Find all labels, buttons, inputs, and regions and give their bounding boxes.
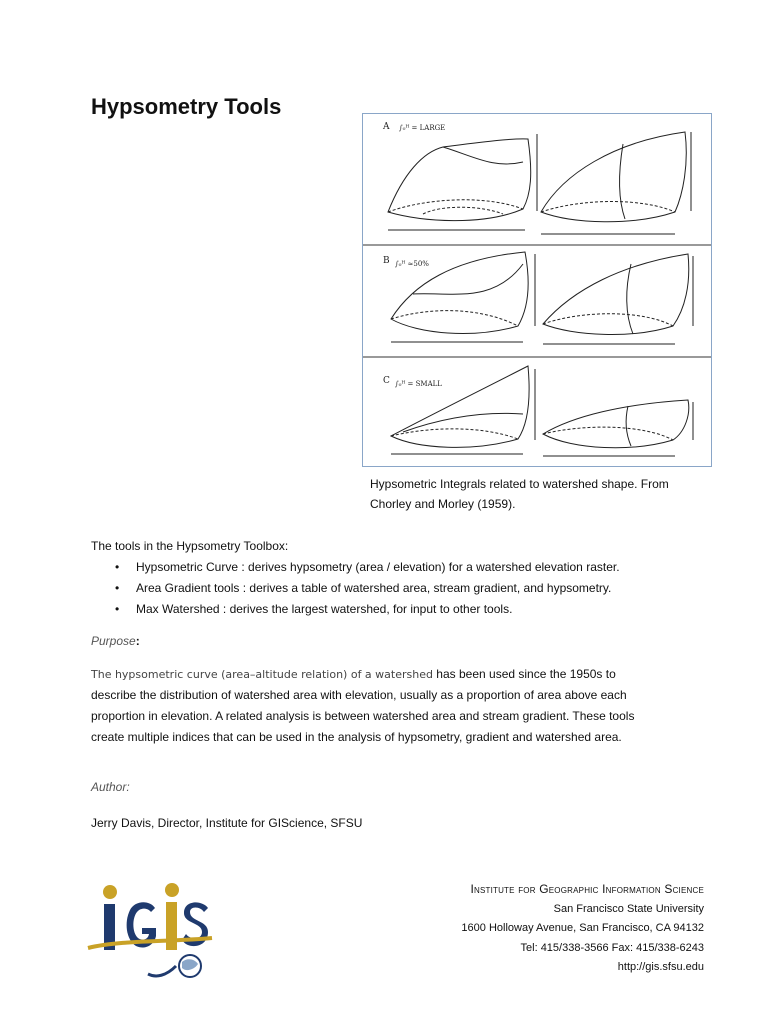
university-name: San Francisco State University [553, 902, 704, 915]
purpose-heading [91, 634, 140, 648]
purpose-paragraph [91, 664, 661, 748]
tool-description: Area Gradient tools : derives a table of watershed area, stream gradient, and hypsometry. [136, 581, 612, 595]
institute-address-block [461, 880, 704, 978]
tools-intro: The tools in the Hypsometry Toolbox: [91, 539, 289, 553]
institute-name: Institute for Geographic Information Science [470, 882, 704, 896]
institute-address: 1600 Holloway Avenue, San Francisco, CA 94132 [461, 922, 704, 934]
list-item [91, 578, 620, 599]
panel-c-label: C [383, 376, 390, 386]
panel-c [383, 366, 693, 456]
tool-description: Max Watershed : derives the largest watershed, for input to other tools. [136, 602, 513, 616]
tool-description: Hypsometric Curve : derives hypsometry (area / elevation) for a watershed elevation raster. [136, 560, 620, 574]
purpose-lead: The hypsometric curve (area–altitude relation) of a watershed [91, 668, 433, 681]
watershed-shape-diagram [363, 114, 711, 466]
panel-a-integral: ∫₀ᴴ = LARGE [399, 124, 446, 132]
institute-phone: Tel: 415/338-3566 Fax: 415/338-6243 [520, 941, 704, 954]
list-item [91, 557, 620, 578]
igis-logo-mark [80, 878, 220, 983]
panel-b [383, 252, 693, 344]
figure-caption: Hypsometric Integrals related to watershed shape. From Chorley and Morley (1959). [370, 477, 669, 511]
hypsometric-figure [362, 113, 712, 467]
panel-b-integral: ∫₀ᴴ ≈50% [395, 260, 429, 268]
panel-a [382, 122, 691, 234]
bullet-icon: • [115, 581, 120, 595]
purpose-heading-text: Purpose [91, 634, 136, 648]
author-heading: Author: [91, 780, 130, 794]
author-name: Jerry Davis, Director, Institute for GIScience, SFSU [91, 816, 363, 830]
bullet-icon: • [115, 560, 120, 574]
list-item [91, 599, 620, 620]
panel-b-label: B [383, 256, 390, 266]
igis-logo [80, 878, 220, 988]
purpose-body: has been used since the 1950s to describe the distribution of watershed area with elevation, usually as a proportion of area above each proportion in elevation. A related analysis is between watershed area and stream gradient. These tools create multiple indices that can be used in the analysis of hypsometry, gradient and watershed area. [91, 667, 635, 744]
bullet-icon: • [115, 602, 120, 616]
purpose-colon: : [135, 634, 140, 648]
page-title: Hypsometry Tools [91, 94, 282, 119]
institute-website: http://gis.sfsu.edu [617, 961, 704, 973]
tools-list [91, 557, 620, 620]
panel-a-label: A [383, 122, 390, 132]
panel-c-integral: ∫₀ᴴ = SMALL [395, 380, 442, 388]
